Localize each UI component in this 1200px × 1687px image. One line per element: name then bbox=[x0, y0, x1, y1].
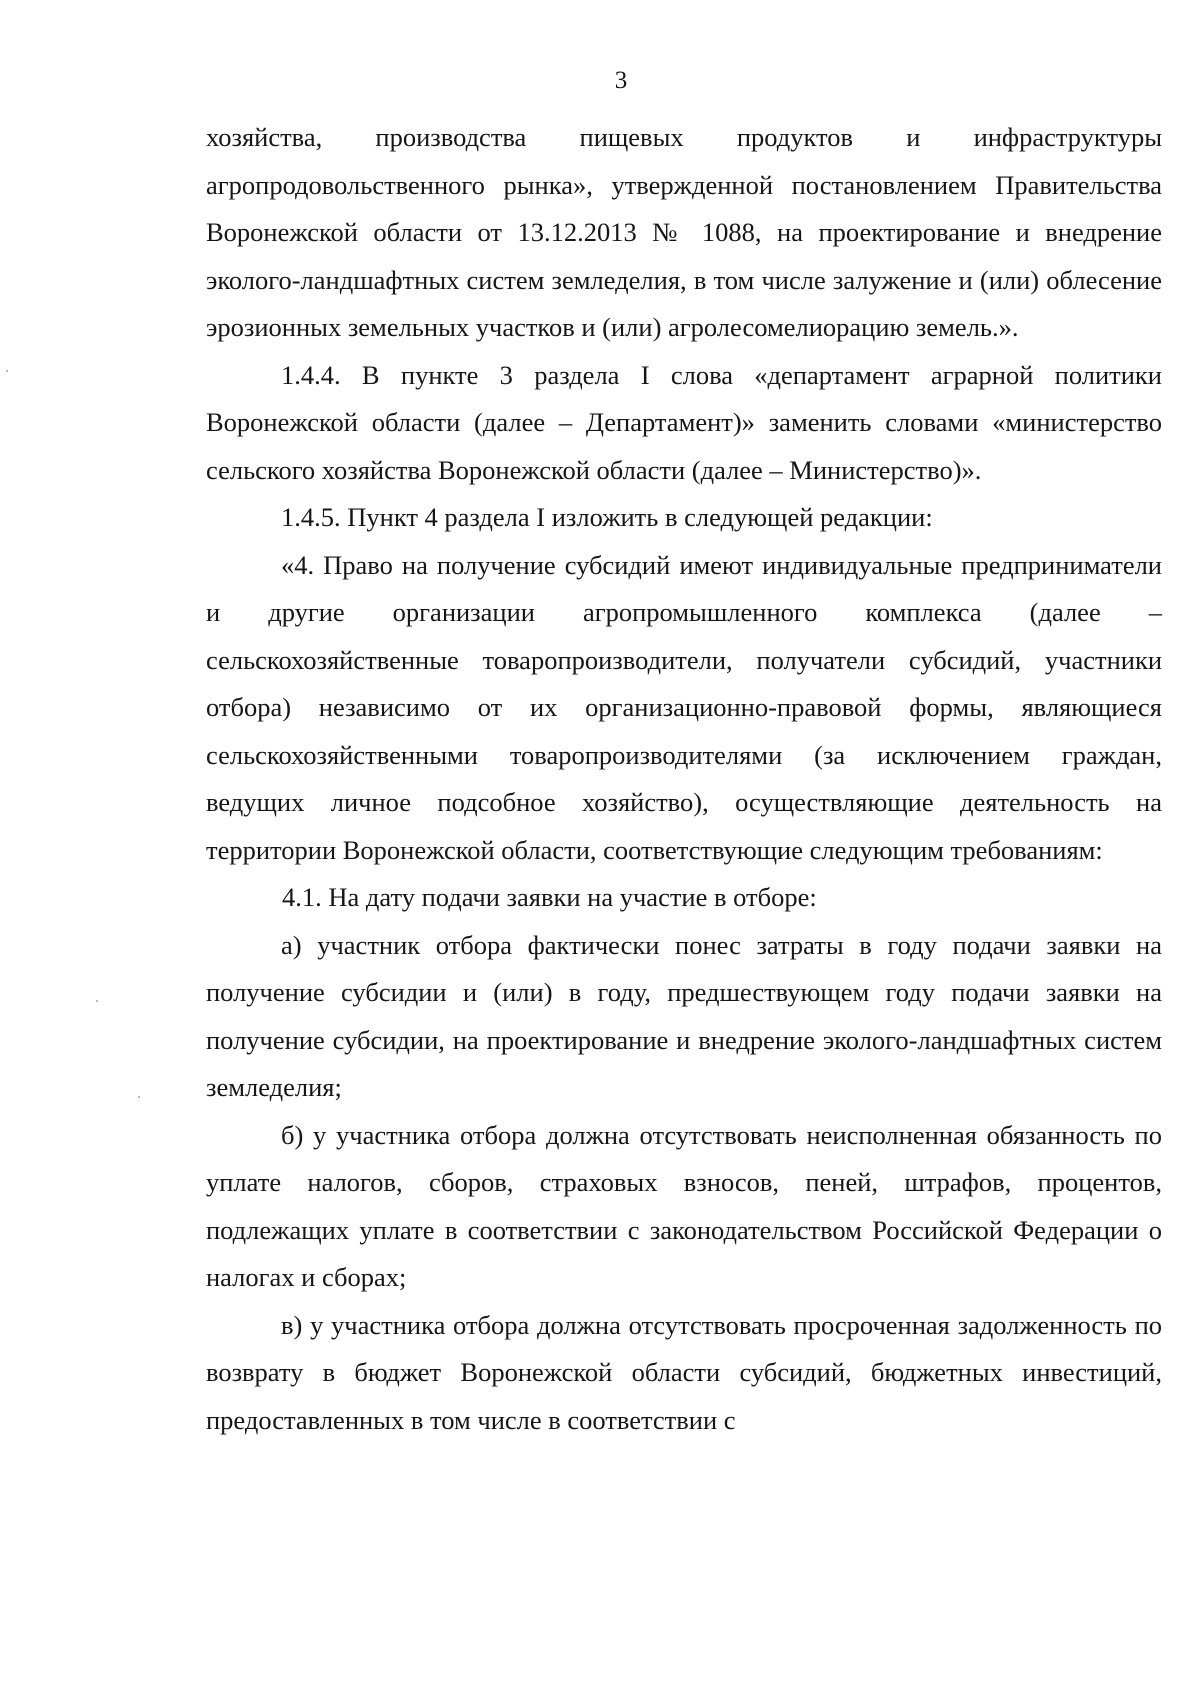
paragraph-1-4-4: 1.4.4. В пункте 3 раздела I слова «департамент аграрной политики Воронежской области (далее – Департамент)» заменить словами «министерство сельского хозяйства Воронежской области (далее – Министерство)». bbox=[206, 359, 1162, 485]
paragraph-subitem-b: б) у участника отбора должна отсутствовать неисполненная обязанность по уплате налогов, сборов, страховых взносов, пеней, штрафов, процентов, подлежащих уплате в соответствии с законодательством Российской Федерации о налогах и сборах; bbox=[206, 1119, 1162, 1292]
page-number: 3 bbox=[614, 67, 628, 94]
scan-speck bbox=[96, 1000, 98, 1002]
scan-speck bbox=[6, 370, 8, 372]
paragraph-subitem-a: а) участник отбора фактически понес затраты в году подачи заявки на получение субсидии и (или) в году, предшествующем году подачи заявки на получение субсидии, на проектирование и внедрение эколого-ландшафтных систем земледелия; bbox=[206, 929, 1162, 1102]
paragraph-item-4-1: 4.1. На дату подачи заявки на участие в отборе: bbox=[282, 882, 817, 912]
scan-speck bbox=[138, 1096, 140, 1098]
paragraph-item-4: «4. Право на получение субсидий имеют индивидуальные предприниматели и другие организации агропромышленного комплекса (далее – сельскохозяйственные товаропроизводители, получатели субсидий, участники отбора) независимо от их организационно-правовой формы, являющиеся сельскохозяйственными товаропроизводителями (за исключением граждан, ведущих личное подсобное хозяйство), осуществляющие деятельность на территории Воронежской области, соответствующие следующим требованиям: bbox=[206, 549, 1162, 865]
document-body bbox=[206, 114, 1162, 1444]
paragraph-subitem-v: в) у участника отбора должна отсутствовать просроченная задолженность по возврату в бюджет Воронежской области субсидий, бюджетных инвестиций, предоставленных в том числе в соответствии с bbox=[206, 1309, 1162, 1435]
paragraph-continuation: хозяйства, производства пищевых продуктов и инфраструктуры агропродовольственного рынка», утвержденной постановлением Правительства Воронежской области от 13.12.2013 № 1088, на проектирование и внедрение эколого-ландшафтных систем земледелия, в том числе залужение и (или) облесение эрозионных земельных участков и (или) агролесомелиорацию земель.». bbox=[206, 122, 1162, 342]
paragraph-1-4-5: 1.4.5. Пункт 4 раздела I изложить в следующей редакции: bbox=[281, 502, 933, 532]
